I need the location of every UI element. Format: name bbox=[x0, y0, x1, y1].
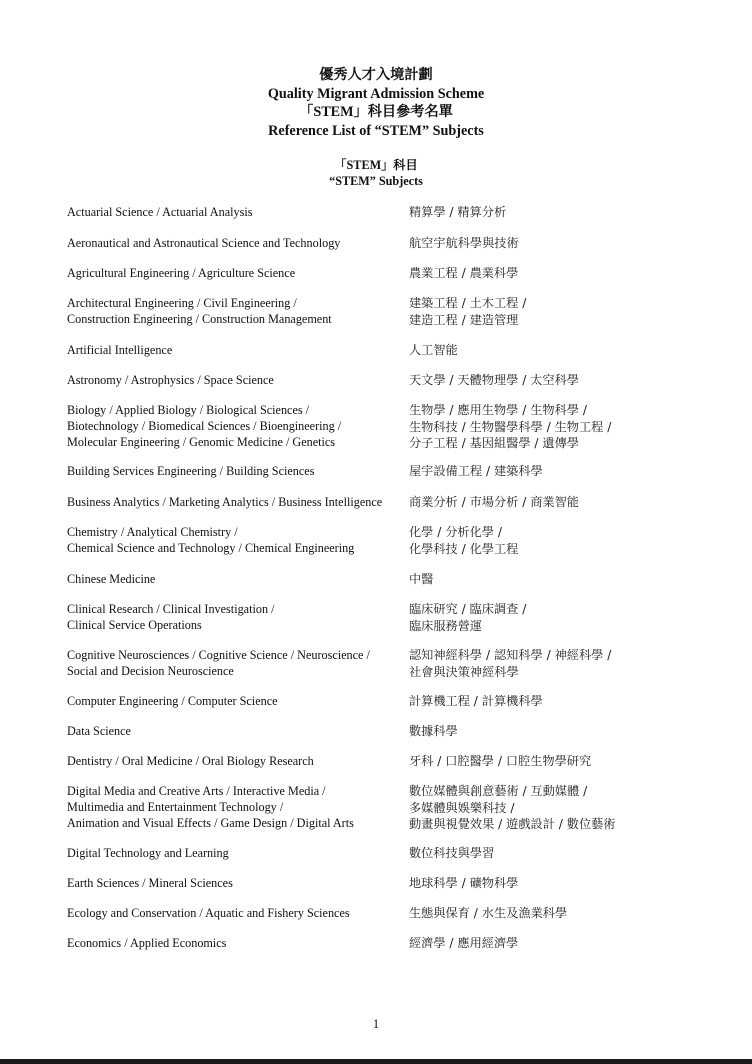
subject-zh bbox=[409, 845, 739, 862]
subject-en-line: Ecology and Conservation / Aquatic and Fishery Sciences bbox=[67, 906, 350, 920]
subject-en-line: Multimedia and Entertainment Technology / bbox=[67, 800, 284, 814]
subject-en-line: Cognitive Neurosciences / Cognitive Science / Neuroscience / bbox=[67, 648, 370, 662]
subject-zh bbox=[409, 693, 739, 710]
subject-en-line: Building Services Engineering / Building Sciences bbox=[67, 464, 315, 478]
subject-zh bbox=[409, 647, 739, 680]
section-heading bbox=[0, 157, 752, 189]
subject-en bbox=[67, 372, 397, 388]
title-en: Quality Migrant Admission Scheme bbox=[267, 85, 485, 102]
subject-en-line: Molecular Engineering / Genomic Medicine / Genetics bbox=[67, 435, 336, 449]
subject-zh bbox=[409, 524, 739, 557]
subject-en bbox=[67, 753, 397, 769]
subject-zh bbox=[409, 372, 739, 389]
subject-zh bbox=[409, 601, 739, 634]
subject-en bbox=[67, 935, 397, 951]
subject-en bbox=[67, 783, 397, 831]
subject-en-line: Computer Engineering / Computer Science bbox=[67, 694, 278, 708]
subject-en-line: Business Analytics / Marketing Analytics / Business Intelligence bbox=[67, 495, 383, 509]
subject-en-line: Social and Decision Neuroscience bbox=[67, 664, 234, 678]
title-zh: 優秀人才入境計劃 bbox=[319, 67, 433, 83]
bottom-rule bbox=[0, 1059, 752, 1064]
subject-zh-line: 天文學 / 天體物理學 / 太空科學 bbox=[409, 373, 579, 387]
subject-en-line: Chinese Medicine bbox=[67, 572, 156, 586]
subject-en bbox=[67, 265, 397, 281]
subject-en bbox=[67, 723, 397, 739]
subject-zh-line: 經濟學 / 應用經濟學 bbox=[409, 936, 519, 950]
subject-en-line: Dentistry / Oral Medicine / Oral Biology Research bbox=[67, 754, 314, 768]
subject-zh bbox=[409, 875, 739, 892]
subject-en bbox=[67, 601, 397, 633]
subject-zh-line: 數位媒體與創意藝術 / 互動媒體 / bbox=[409, 784, 588, 798]
subject-zh-line: 臨床服務營運 bbox=[409, 618, 483, 633]
subject-en-line: Clinical Research / Clinical Investigation / bbox=[67, 602, 275, 616]
subject-en bbox=[67, 235, 397, 251]
subject-zh-line: 牙科 / 口腔醫學 / 口腔生物學研究 bbox=[409, 754, 592, 768]
subject-en bbox=[67, 571, 397, 587]
subject-zh-line: 建築工程 / 土木工程 / bbox=[409, 296, 527, 310]
subject-zh bbox=[409, 723, 739, 740]
subject-zh-line: 建造工程 / 建造管理 bbox=[409, 312, 519, 327]
subject-zh-line: 數位科技與學習 bbox=[409, 846, 495, 860]
subject-en-line: Digital Media and Creative Arts / Interactive Media / bbox=[67, 784, 326, 798]
subject-zh-line: 社會與決策神經科學 bbox=[409, 664, 519, 679]
subject-zh bbox=[409, 235, 739, 252]
subject-en-line: Animation and Visual Effects / Game Design / Digital Arts bbox=[67, 816, 354, 830]
subject-zh bbox=[409, 905, 739, 922]
subject-en-line: Construction Engineering / Construction Management bbox=[67, 312, 332, 326]
subject-zh-line: 生態與保育 / 水生及漁業科學 bbox=[409, 906, 568, 920]
subject-en bbox=[67, 845, 397, 861]
subject-en bbox=[67, 647, 397, 679]
subject-en-line: Aeronautical and Astronautical Science and Technology bbox=[67, 236, 341, 250]
subject-zh-line: 動畫與視覺效果 / 遊戲設計 / 數位藝術 bbox=[409, 817, 616, 831]
subject-en-line: Economics / Applied Economics bbox=[67, 936, 227, 950]
subject-en bbox=[67, 693, 397, 709]
subject-en-line: Architectural Engineering / Civil Engineering / bbox=[67, 296, 297, 310]
subject-en-line: Astronomy / Astrophysics / Space Science bbox=[67, 373, 274, 387]
section-title-en: “STEM” Subjects bbox=[329, 174, 423, 188]
subject-zh-line: 數據科學 bbox=[409, 724, 458, 738]
subject-en-line: Chemical Science and Technology / Chemical Engineering bbox=[67, 541, 355, 555]
subject-zh bbox=[409, 463, 739, 480]
subject-zh-line: 航空宇航科學與技術 bbox=[409, 236, 519, 250]
subject-en bbox=[67, 524, 397, 556]
subject-zh bbox=[409, 204, 739, 221]
subject-en bbox=[67, 295, 397, 327]
subject-en-line: Biology / Applied Biology / Biological Sciences / bbox=[67, 403, 310, 417]
subject-en-line: Chemistry / Analytical Chemistry / bbox=[67, 525, 238, 539]
subject-zh bbox=[409, 753, 739, 770]
subject-zh-line: 化學 / 分析化學 / bbox=[409, 525, 502, 539]
subject-zh bbox=[409, 571, 739, 588]
subject-zh bbox=[409, 265, 739, 282]
subject-zh bbox=[409, 342, 739, 359]
subject-zh-line: 生物學 / 應用生物學 / 生物科學 / bbox=[409, 403, 587, 417]
subject-en bbox=[67, 463, 397, 479]
subject-zh-line: 地球科學 / 礦物科學 bbox=[409, 876, 519, 890]
section-title-zh: 「STEM」科目 bbox=[334, 158, 418, 172]
subject-zh-line: 生物科技 / 生物醫學科學 / 生物工程 / bbox=[409, 419, 612, 434]
subject-en-line: Biotechnology / Biomedical Sciences / Bioengineering / bbox=[67, 419, 342, 433]
subject-en bbox=[67, 494, 397, 510]
subject-en bbox=[67, 905, 397, 921]
subject-zh bbox=[409, 295, 739, 328]
subject-zh-line: 計算機工程 / 計算機科學 bbox=[409, 694, 543, 708]
subject-zh-line: 農業工程 / 農業科學 bbox=[409, 266, 519, 280]
subject-en-line: Digital Technology and Learning bbox=[67, 846, 229, 860]
subject-en-line: Artificial Intelligence bbox=[67, 343, 173, 357]
page-number: 1 bbox=[372, 1017, 380, 1031]
subject-zh bbox=[409, 402, 739, 452]
subject-zh bbox=[409, 494, 739, 511]
subject-en bbox=[67, 875, 397, 891]
subject-zh bbox=[409, 935, 739, 952]
subject-en bbox=[67, 402, 397, 450]
subject-en bbox=[67, 204, 397, 220]
subject-zh-line: 中醫 bbox=[409, 572, 434, 586]
subject-en-line: Clinical Service Operations bbox=[67, 618, 202, 632]
subject-zh-line: 認知神經科學 / 認知科學 / 神經科學 / bbox=[409, 648, 612, 662]
subject-zh-line: 分子工程 / 基因組醫學 / 遺傳學 bbox=[409, 436, 579, 450]
subject-zh-line: 臨床研究 / 臨床調查 / bbox=[409, 602, 527, 616]
subject-en-line: Data Science bbox=[67, 724, 131, 738]
subject-en-line: Actuarial Science / Actuarial Analysis bbox=[67, 205, 253, 219]
subject-zh-line: 多媒體與娛樂科技 / bbox=[409, 800, 515, 815]
document-header bbox=[0, 66, 752, 140]
subject-zh-line: 屋宇設備工程 / 建築科學 bbox=[409, 464, 543, 478]
subject-en bbox=[67, 342, 397, 358]
subject-zh-line: 商業分析 / 市場分析 / 商業智能 bbox=[409, 495, 579, 509]
subtitle-en: Reference List of “STEM” Subjects bbox=[268, 122, 484, 139]
subject-zh-line: 人工智能 bbox=[409, 343, 458, 357]
subject-zh-line: 精算學 / 精算分析 bbox=[409, 205, 507, 219]
subject-en-line: Earth Sciences / Mineral Sciences bbox=[67, 876, 233, 890]
subject-en-line: Agricultural Engineering / Agriculture Science bbox=[67, 266, 296, 280]
subtitle-zh: 「STEM」科目參考名單 bbox=[299, 104, 453, 121]
subject-zh bbox=[409, 783, 739, 833]
subject-zh-line: 化學科技 / 化學工程 bbox=[409, 541, 519, 556]
